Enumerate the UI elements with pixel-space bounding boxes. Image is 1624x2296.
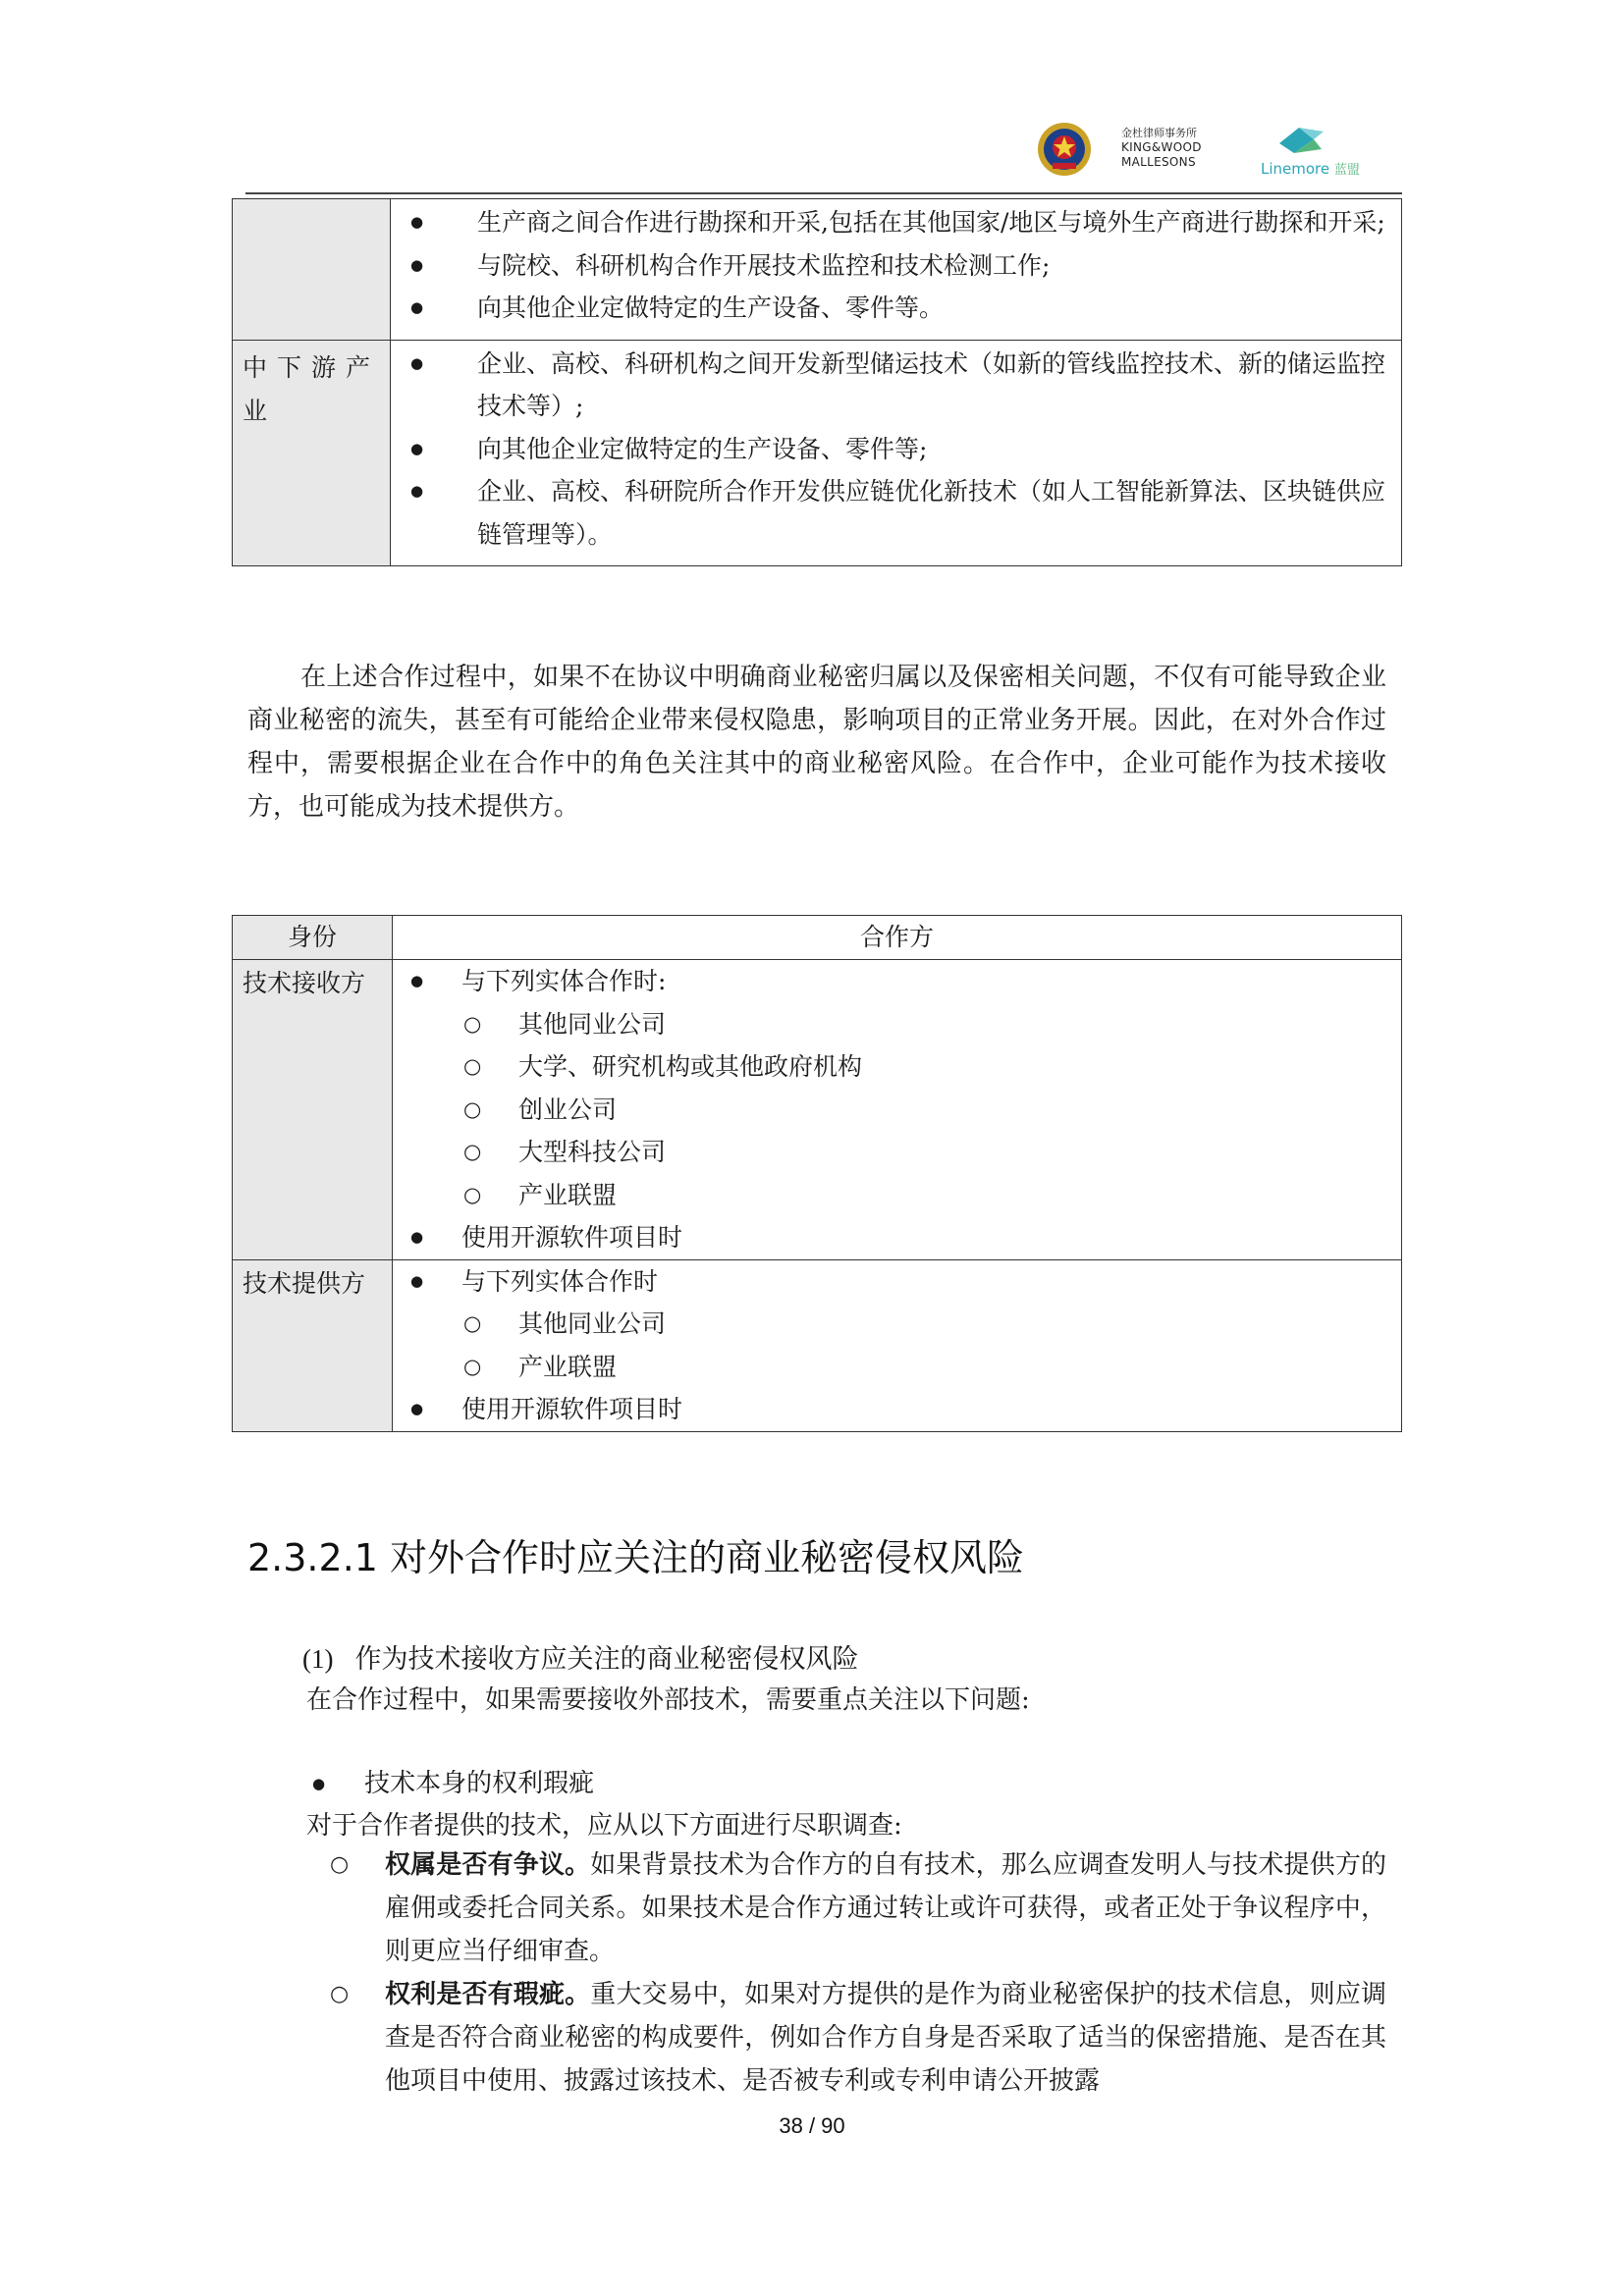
- row-content: [393, 960, 1402, 1260]
- section-heading: 2.3.2.1 对外合作时应关注的商业秘密侵权风险: [247, 1536, 1025, 1579]
- row-content: [391, 340, 1402, 566]
- list-item: ● 与院校、科研机构合作开展技术监控和技术检测工作;: [405, 244, 1391, 288]
- list-item: ● 向其他企业定做特定的生产设备、零件等。: [405, 287, 1391, 330]
- bullet-intro: 对于合作者提供的技术，应从以下方面进行尽职调查:: [306, 1811, 902, 1841]
- sub-list-item: ○ 其他同业公司: [403, 1003, 1391, 1046]
- column-header-role: 身份: [233, 916, 393, 960]
- section-intro: 在合作过程中，如果需要接收外部技术，需要重点关注以下问题:: [306, 1685, 1030, 1715]
- bullet-dot-icon: ●: [312, 1775, 326, 1792]
- bullet-list: [403, 1260, 1391, 1431]
- row-content: [393, 1259, 1402, 1431]
- row-label: 中下游产业: [233, 340, 391, 566]
- table-header-row: [233, 916, 1402, 960]
- table-row: [233, 199, 1402, 341]
- list-item: ● 使用开源软件项目时: [403, 1216, 1391, 1259]
- bullet-list: [405, 201, 1391, 330]
- industry-cooperation-table: [232, 198, 1402, 566]
- table-row: [233, 960, 1402, 1260]
- page-header: [1035, 116, 1369, 185]
- list-item: ● 企业、高校、科研院所合作开发供应链优化新技术（如人工智能新算法、区块链供应链管理等）。: [405, 470, 1391, 556]
- item-text: 重大交易中，如果对方提供的是作为商业秘密保护的技术信息，则应调查是否符合商业秘密的构成要件，例如合作方自身是否采取了适当的保密措施、是否在其他项目中使用、披露过该技术、是否被专利或专利申请公开披露: [385, 1980, 1386, 2096]
- bullet-list: [403, 960, 1391, 1259]
- table-row: [233, 1259, 1402, 1431]
- linemore-english: Linemore: [1261, 160, 1330, 178]
- bullet-heading: [312, 1762, 594, 1805]
- list-item: ● 生产商之间合作进行勘探和开采,包括在其他国家/地区与境外生产商进行勘探和开采;: [405, 201, 1391, 244]
- item-bold-lead: 权属是否有争议。: [385, 1850, 591, 1880]
- column-header-partner: 合作方: [393, 916, 1402, 960]
- header-divider: [245, 192, 1402, 194]
- subsection-heading: [302, 1637, 858, 1676]
- kwm-logo: [1121, 126, 1202, 170]
- bullet-list: [405, 343, 1391, 557]
- bullet-heading-text: 技术本身的权利瑕疵: [364, 1769, 595, 1798]
- subsection-title: 作为技术接收方应关注的商业秘密侵权风险: [354, 1644, 859, 1675]
- sub-list-item: ○ 大学、研究机构或其他政府机构: [403, 1045, 1391, 1089]
- list-item: ● 向其他企业定做特定的生产设备、零件等;: [405, 428, 1391, 471]
- item-bold-lead: 权利是否有瑕疵。: [385, 1980, 591, 2009]
- role-partner-table: [232, 915, 1402, 1432]
- body-paragraph: 在上述合作过程中，如果不在协议中明确商业秘密归属以及保密相关问题，不仅有可能导致企业商业秘密的流失，甚至有可能给企业带来侵权隐患，影响项目的正常业务开展。因此，在对外合作过程中，需要根据企业在合作中的角色关注其中的商业秘密风险。在合作中，企业可能作为技术接收方，也可能成为技术提供方。: [247, 663, 1386, 822]
- kwm-english-line2: MALLESONS: [1121, 155, 1196, 169]
- kwm-english-line1: KING&WOOD: [1121, 140, 1202, 154]
- subsection-number: (1): [302, 1644, 334, 1674]
- sub-list-item: ○ 大型科技公司: [403, 1131, 1391, 1174]
- police-emblem-icon: [1035, 120, 1094, 179]
- list-item: ● 使用开源软件项目时: [403, 1388, 1391, 1431]
- page-number: 38 / 90: [779, 2113, 845, 2138]
- sub-list-item: ○ 其他同业公司: [403, 1303, 1391, 1346]
- circle-bullet-icon: ○: [330, 1852, 350, 1877]
- list-item: [324, 1973, 1386, 2103]
- list-item: ● 与下列实体合作时: [403, 1260, 1391, 1304]
- sub-list-item: ○ 产业联盟: [403, 1346, 1391, 1389]
- list-item: ● 企业、高校、科研机构之间开发新型储运技术（如新的管线监控技术、新的储运监控技术等）;: [405, 343, 1391, 428]
- kwm-chinese-name: 金杜律师事务所: [1121, 127, 1197, 139]
- row-label: 技术接收方: [233, 960, 393, 1260]
- row-content: [391, 199, 1402, 341]
- linemore-wordmark: [1261, 159, 1360, 178]
- circle-bullet-icon: ○: [330, 1982, 350, 2006]
- table-row: [233, 340, 1402, 566]
- linemore-logo: [1259, 124, 1367, 179]
- linemore-chinese: 蓝盟: [1333, 163, 1360, 178]
- linemore-logo-icon: [1274, 124, 1333, 157]
- row-label: [233, 199, 391, 341]
- sub-list-item: ○ 产业联盟: [403, 1174, 1391, 1217]
- list-item: [324, 1843, 1386, 1973]
- due-diligence-list: [324, 1843, 1386, 2103]
- sub-list-item: ○ 创业公司: [403, 1089, 1391, 1132]
- item-text: 如果背景技术为合作方的自有技术，那么应调查发明人与技术提供方的雇佣或委托合同关系。如果技术是合作方通过转让或许可获得，或者正处于争议程序中，则更应当仔细审查。: [385, 1850, 1386, 1966]
- row-label: 技术提供方: [233, 1259, 393, 1431]
- list-item: ● 与下列实体合作时:: [403, 960, 1391, 1003]
